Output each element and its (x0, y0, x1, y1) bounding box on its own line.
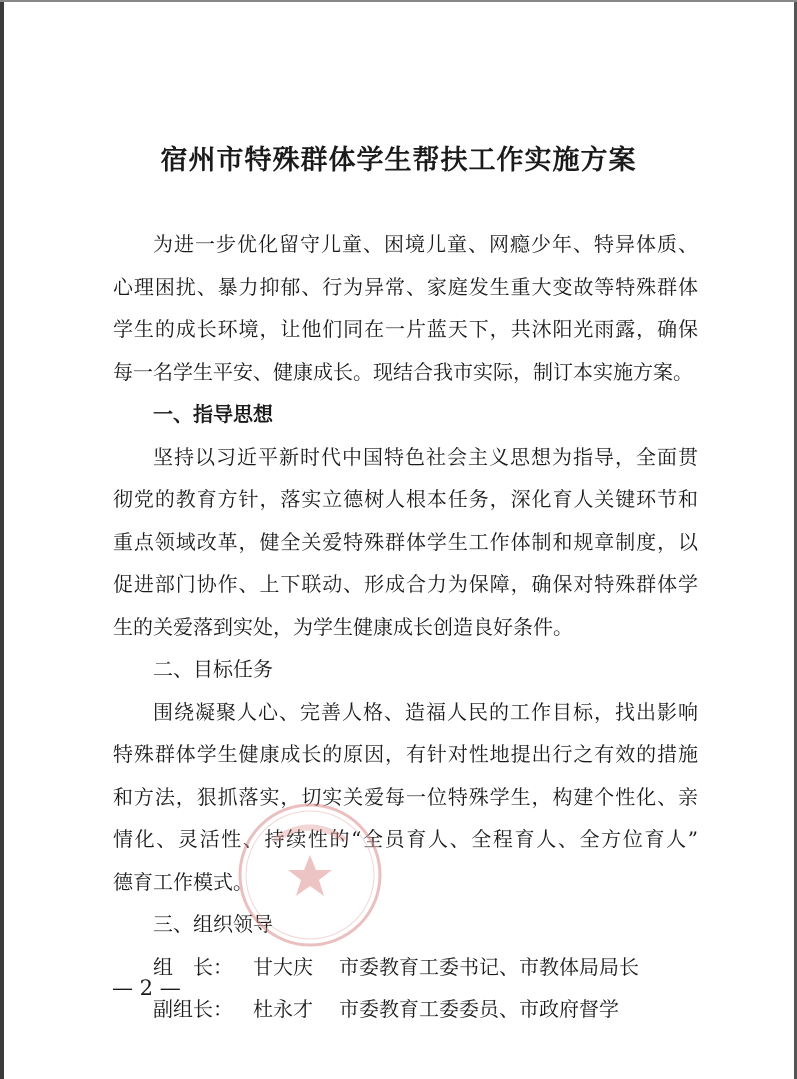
section2-line: 情化、灵活性、持续性的“全员育人、全程育人、全方位育人” (113, 827, 698, 851)
intro-line: 每一名学生平安、健康成长。现结合我市实际，制订本实施方案。 (113, 359, 693, 384)
page-number: — 2 — (112, 976, 181, 1000)
section1-line: 重点领域改革，健全关爱特殊群体学生工作体制和规章制度，以 (113, 529, 698, 554)
leader-role: 组 长： (153, 954, 233, 979)
leader-row (113, 946, 698, 989)
deputy-role: 副组长： (153, 997, 233, 1021)
section-heading-guiding-ideology: 一、指导思想 (153, 402, 273, 426)
section-heading-goals: 二、目标任务 (153, 657, 273, 681)
leader-position: 市委教育工委书记、市教体局局长 (339, 954, 639, 979)
deputy-name: 杜永才 (253, 997, 313, 1021)
section2-line: 德育工作模式。 (113, 869, 253, 894)
intro-line: 为进一步优化留守儿童、困境儿童、网瘾少年、特异体质、 (153, 232, 698, 256)
intro-line: 学生的成长环境，让他们同在一片蓝天下，共沐阳光雨露，确保 (113, 317, 698, 341)
section2-line: 特殊群体学生健康成长的原因，有针对性地提出行之有效的措施 (113, 742, 698, 766)
intro-line: 心理困扰、暴力抑郁、行为异常、家庭发生重大变故等特殊群体 (113, 274, 698, 299)
document-title: 宿州市特殊群体学生帮扶工作实施方案 (160, 145, 637, 176)
section1-line: 生的关爱落到实处，为学生健康成长创造良好条件。 (113, 614, 573, 639)
section2-line: 围绕凝聚人心、完善人格、造福人民的工作目标，找出影响 (153, 699, 698, 724)
section1-line: 坚持以习近平新时代中国特色社会主义思想为指导，全面贯 (153, 444, 698, 469)
scan-edge-top (0, 0, 797, 2)
deputy-position: 市委教育工委委员、市政府督学 (339, 997, 619, 1021)
section1-line: 彻党的教育方针，落实立德树人根本任务，深化育人关键环节和 (113, 487, 698, 511)
leader-name: 甘大庆 (253, 954, 313, 979)
section1-line: 促进部门协作、上下联动、形成合力为保障，确保对特殊群体学 (113, 572, 698, 596)
section-heading-organization: 三、组织领导 (153, 912, 273, 936)
official-seal-stamp (235, 800, 385, 950)
document-body (113, 223, 698, 1031)
section2-line: 和方法，狠抓落实，切实关爱每一位特殊学生，构建个性化、亲 (113, 784, 698, 809)
deputy-leader-row (113, 988, 698, 1031)
